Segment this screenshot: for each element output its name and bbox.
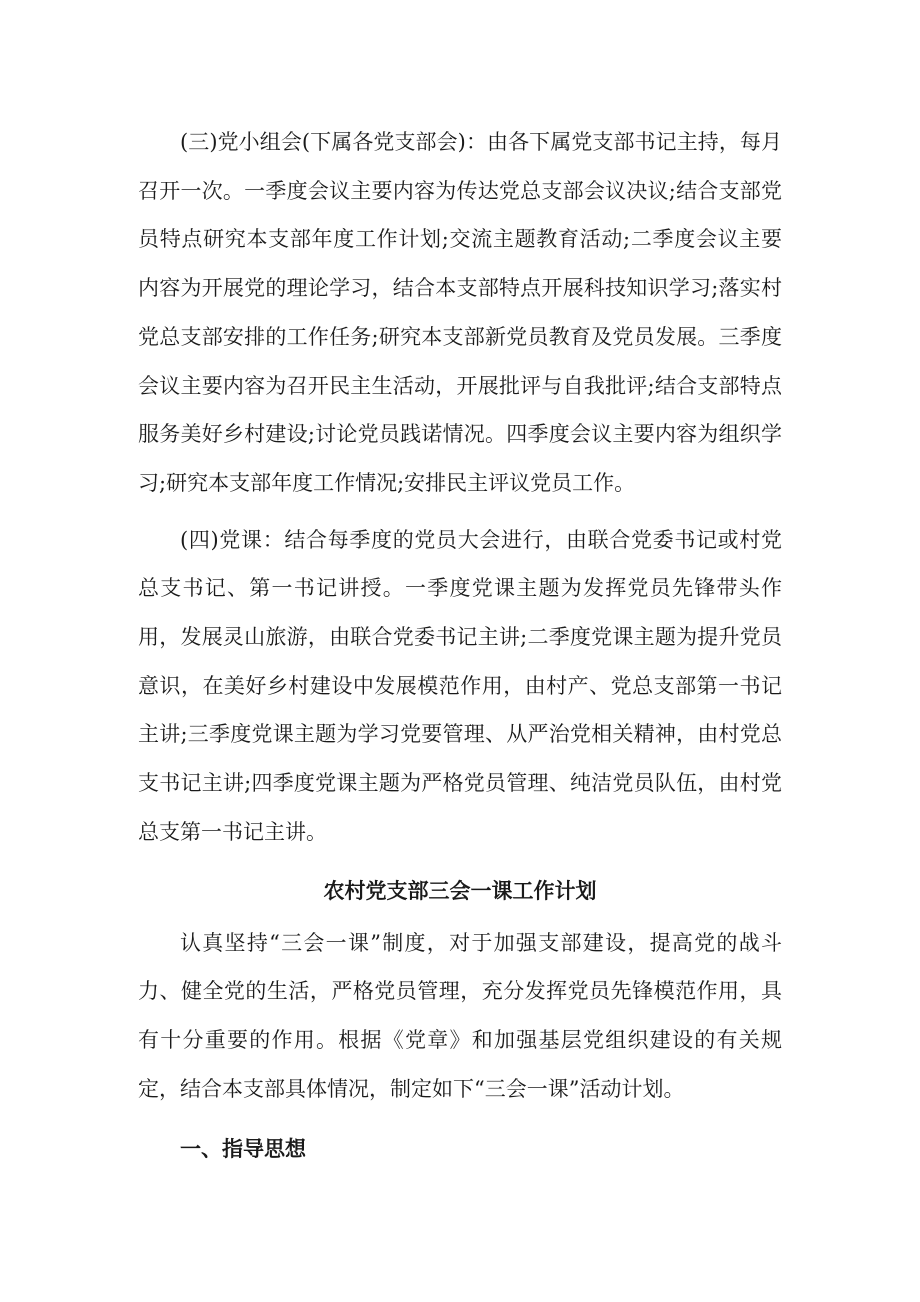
paragraph-party-lecture: (四)党课：结合每季度的党员大会进行，由联合党委书记或村党总支书记、第一书记讲授。一季度党课主题为发挥党员先锋带头作用，发展灵山旅游，由联合党委书记主讲;二季度党课主题为提升党员意识，在美好乡村建设中发展模范作用，由村产、党总支部第一书记主讲;三季度党课主题为学习党要管理、从严治党相关精神，由村党总支书记主讲;四季度党课主题为严格党员管理、纯洁党员队伍，由村党总支第一书记主讲。 [138, 527, 782, 844]
document-title: 农村党支部三会一课工作计划 [323, 878, 597, 903]
section-heading-guiding-ideology: 一、指导思想 [180, 1137, 306, 1162]
document-body [138, 118, 782, 1173]
paragraph-intro: 认真坚持“三会一课”制度，对于加强支部建设，提高党的战斗力、健全党的生活，严格党员管理，充分发挥党员先锋模范作用，具有十分重要的作用。根据《党章》和加强基层党组织建设的有关规定，结合本支部具体情况，制定如下“三会一课”活动计划。 [138, 930, 782, 1101]
paragraph-party-group-meeting: (三)党小组会(下属各党支部会)：由各下属党支部书记主持，每月召开一次。一季度会议主要内容为传达党总支部会议决议;结合支部党员特点研究本支部年度工作计划;交流主题教育活动;二季度会议主要内容为开展党的理论学习，结合本支部特点开展科技知识学习;落实村党总支部安排的工作任务;研究本支部新党员教育及党员发展。三季度会议主要内容为召开民主生活动，开展批评与自我批评;结合支部特点服务美好乡村建设;讨论党员践诺情况。四季度会议主要内容为组织学习;研究本支部年度工作情况;安排民主评议党员工作。 [138, 130, 782, 495]
